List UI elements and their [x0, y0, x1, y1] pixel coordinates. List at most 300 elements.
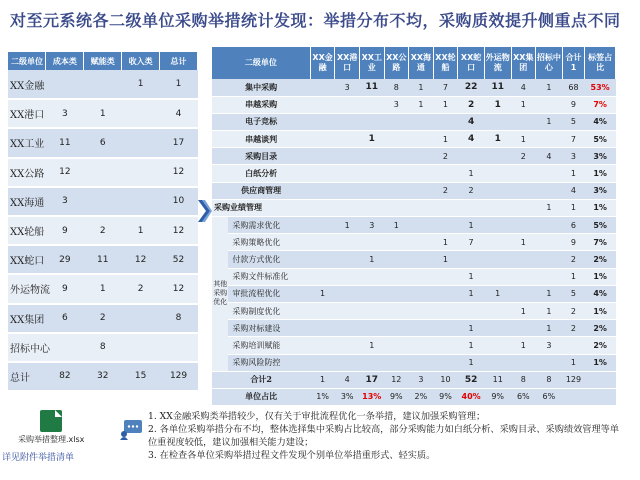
attachment-caption: 详见附件举措清单 — [2, 453, 75, 463]
value-cell: 8 — [160, 304, 198, 333]
value-cell — [359, 148, 384, 165]
value-cell — [484, 302, 511, 319]
value-cell — [310, 131, 335, 148]
value-cell: 53% — [585, 79, 616, 96]
value-cell: 7 — [458, 234, 485, 251]
value-cell — [511, 251, 536, 268]
value-cell — [409, 165, 434, 182]
value-cell — [359, 96, 384, 113]
value-cell — [359, 354, 384, 371]
value-cell — [433, 217, 458, 234]
value-cell: 52 — [458, 371, 485, 388]
table-row — [8, 304, 198, 333]
measure-name-cell: 付款方式优化 — [228, 251, 310, 268]
value-cell — [433, 302, 458, 319]
value-cell — [384, 251, 409, 268]
value-cell: 1 — [458, 354, 485, 371]
value-cell — [409, 337, 434, 354]
column-header: 标签占比 — [585, 47, 616, 79]
table-row — [212, 148, 616, 165]
value-cell — [409, 268, 434, 285]
value-cell — [310, 320, 335, 337]
value-cell: 1% — [585, 268, 616, 285]
value-cell — [310, 302, 335, 319]
table-row — [212, 234, 616, 251]
value-cell: 1 — [536, 320, 563, 337]
unit-name-cell: 外运物流 — [8, 274, 46, 303]
value-cell: 129 — [160, 362, 198, 391]
value-cell: 9% — [384, 388, 409, 405]
value-cell: 1 — [458, 337, 485, 354]
attachment-file-name[interactable]: 采购举措整理.xlsx — [18, 435, 85, 444]
value-cell — [511, 182, 536, 199]
value-cell — [409, 251, 434, 268]
value-cell: 2% — [585, 337, 616, 354]
value-cell — [335, 285, 360, 302]
value-cell: 1 — [562, 165, 585, 182]
table-header-row — [212, 47, 616, 79]
unit-name-cell: XX工业 — [8, 128, 46, 157]
value-cell — [409, 199, 434, 216]
column-header: XX海通 — [409, 47, 434, 79]
value-cell — [409, 354, 434, 371]
measure-name-cell: 采购文件标准化 — [228, 268, 310, 285]
value-cell: 32 — [84, 362, 122, 391]
value-cell — [384, 285, 409, 302]
value-cell: 2 — [458, 182, 485, 199]
value-cell — [433, 165, 458, 182]
value-cell — [335, 337, 360, 354]
value-cell — [562, 388, 585, 405]
value-cell: 1 — [536, 113, 563, 130]
value-cell: 4 — [536, 148, 563, 165]
table-row — [212, 268, 616, 285]
value-cell — [384, 234, 409, 251]
column-header: XX轮船 — [433, 47, 458, 79]
value-cell — [84, 158, 122, 187]
value-cell — [384, 268, 409, 285]
measure-detail-table — [212, 47, 616, 406]
value-cell: 3 — [359, 217, 384, 234]
value-cell — [384, 182, 409, 199]
value-cell: 3 — [409, 371, 434, 388]
value-cell — [536, 234, 563, 251]
value-cell: 4 — [335, 371, 360, 388]
table-row — [212, 113, 616, 130]
value-cell: 3 — [335, 79, 360, 96]
value-cell: 1 — [433, 234, 458, 251]
unit-name-cell: XX蛇口 — [8, 245, 46, 274]
findings-notes — [148, 410, 628, 462]
value-cell — [511, 268, 536, 285]
measure-name-cell: 采购目录 — [212, 148, 310, 165]
value-cell — [409, 320, 434, 337]
value-cell: 5 — [562, 285, 585, 302]
table-row — [8, 274, 198, 303]
ratio-row — [212, 388, 616, 405]
value-cell — [384, 113, 409, 130]
value-cell: 8 — [511, 371, 536, 388]
value-cell — [536, 217, 563, 234]
value-cell — [335, 165, 360, 182]
value-cell — [310, 268, 335, 285]
note-item: 2. 各单位采购举措分布不均，整体选择集中采购占比较高，部分采购能力如白纸分析、采购目录、采购绩效管理等单位重视度较低，建议加强相关能力建设； — [148, 424, 620, 448]
excel-file-icon[interactable] — [40, 410, 62, 432]
value-cell — [511, 217, 536, 234]
value-cell: 4% — [585, 113, 616, 130]
value-cell — [484, 337, 511, 354]
value-cell — [536, 182, 563, 199]
arrow-right-icon — [198, 200, 212, 222]
value-cell — [122, 158, 160, 187]
value-cell: 40% — [458, 388, 485, 405]
value-cell — [384, 302, 409, 319]
value-cell: 1 — [562, 199, 585, 216]
page-title: 对至元系统各二级单位采购举措统计发现：举措分布不均，采购质效提升侧重点不同 — [10, 11, 621, 30]
value-cell — [384, 131, 409, 148]
value-cell — [84, 70, 122, 99]
column-header: XX公路 — [384, 47, 409, 79]
value-cell: 6% — [511, 388, 536, 405]
value-cell: 1 — [458, 320, 485, 337]
value-cell: 1 — [562, 354, 585, 371]
value-cell: 12 — [122, 245, 160, 274]
column-header: 成本类 — [46, 52, 84, 70]
value-cell: 2 — [84, 216, 122, 245]
value-cell — [511, 113, 536, 130]
value-cell — [359, 285, 384, 302]
value-cell: 1% — [310, 388, 335, 405]
value-cell: 1 — [122, 70, 160, 99]
value-cell: 1 — [511, 302, 536, 319]
table-row — [212, 199, 616, 216]
row-label-cell: 单位占比 — [212, 388, 310, 405]
value-cell: 12 — [160, 274, 198, 303]
unit-category-table — [8, 52, 198, 392]
value-cell: 2% — [585, 320, 616, 337]
value-cell: 1 — [511, 337, 536, 354]
value-cell — [536, 96, 563, 113]
measure-name-cell: 集中采购 — [212, 79, 310, 96]
value-cell: 1 — [511, 96, 536, 113]
value-cell: 1 — [458, 165, 485, 182]
value-cell: 5% — [585, 131, 616, 148]
column-header: XX蛇口 — [458, 47, 485, 79]
value-cell — [384, 165, 409, 182]
value-cell — [409, 217, 434, 234]
value-cell: 8 — [536, 371, 563, 388]
value-cell: 7 — [562, 131, 585, 148]
value-cell: 6 — [562, 217, 585, 234]
value-cell — [359, 234, 384, 251]
value-cell — [359, 165, 384, 182]
value-cell — [511, 320, 536, 337]
value-cell: 2 — [433, 182, 458, 199]
value-cell — [160, 333, 198, 362]
value-cell: 9% — [433, 388, 458, 405]
value-cell — [335, 182, 360, 199]
measure-name-cell: 采购制度优化 — [228, 302, 310, 319]
value-cell — [310, 113, 335, 130]
value-cell: 129 — [562, 371, 585, 388]
column-header: XX金融 — [310, 47, 335, 79]
value-cell: 7 — [433, 79, 458, 96]
measure-name-cell: 采购策略优化 — [228, 234, 310, 251]
table-row — [8, 70, 198, 99]
value-cell: 1 — [433, 131, 458, 148]
value-cell — [585, 371, 616, 388]
value-cell — [310, 165, 335, 182]
value-cell — [310, 234, 335, 251]
value-cell: 17 — [160, 128, 198, 157]
value-cell: 1 — [511, 131, 536, 148]
value-cell — [384, 320, 409, 337]
value-cell — [384, 354, 409, 371]
value-cell: 1 — [536, 302, 563, 319]
measure-name-cell: 采购培训赋能 — [228, 337, 310, 354]
value-cell: 3 — [384, 96, 409, 113]
value-cell: 1 — [511, 234, 536, 251]
column-header: 招标中心 — [536, 47, 563, 79]
value-cell: 29 — [46, 245, 84, 274]
measure-name-cell: 电子竞标 — [212, 113, 310, 130]
value-cell — [484, 113, 511, 130]
value-cell: 1 — [433, 251, 458, 268]
value-cell: 8 — [384, 79, 409, 96]
value-cell: 6% — [536, 388, 563, 405]
value-cell: 10 — [160, 187, 198, 216]
value-cell — [458, 148, 485, 165]
value-cell: 6 — [46, 304, 84, 333]
value-cell — [458, 302, 485, 319]
value-cell — [585, 388, 616, 405]
measure-name-cell: 串越谈判 — [212, 131, 310, 148]
value-cell: 4 — [562, 182, 585, 199]
value-cell: 1 — [484, 96, 511, 113]
value-cell — [409, 131, 434, 148]
value-cell — [359, 320, 384, 337]
value-cell: 1 — [122, 216, 160, 245]
value-cell — [536, 165, 563, 182]
table-row — [212, 217, 616, 234]
measure-name-cell: 白纸分析 — [212, 165, 310, 182]
value-cell: 82 — [46, 362, 84, 391]
value-cell: 4 — [511, 79, 536, 96]
value-cell — [335, 302, 360, 319]
table-row — [212, 354, 616, 371]
unit-name-cell: XX金融 — [8, 70, 46, 99]
column-header: 总计 — [160, 52, 198, 70]
value-cell: 1 — [84, 99, 122, 128]
group-label-cell: 其他采购优化 — [212, 217, 228, 372]
value-cell — [433, 354, 458, 371]
value-cell: 3 — [562, 148, 585, 165]
value-cell — [46, 333, 84, 362]
table-row — [212, 182, 616, 199]
value-cell — [458, 199, 485, 216]
column-header: XX工业 — [359, 47, 384, 79]
column-header: 二级单位 — [212, 47, 310, 79]
column-header: XX港口 — [335, 47, 360, 79]
value-cell: 8 — [84, 333, 122, 362]
value-cell: 2% — [409, 388, 434, 405]
value-cell — [84, 187, 122, 216]
value-cell: 1 — [536, 79, 563, 96]
unit-name-cell: 招标中心 — [8, 333, 46, 362]
value-cell: 1 — [484, 131, 511, 148]
table-row — [212, 337, 616, 354]
value-cell — [335, 234, 360, 251]
value-cell: 13% — [359, 388, 384, 405]
value-cell — [335, 148, 360, 165]
value-cell — [310, 79, 335, 96]
value-cell: 1% — [585, 302, 616, 319]
unit-name-cell: XX港口 — [8, 99, 46, 128]
value-cell: 2 — [122, 274, 160, 303]
value-cell: 1 — [484, 285, 511, 302]
value-cell — [409, 148, 434, 165]
value-cell — [433, 320, 458, 337]
measure-name-cell: 供应商管理 — [212, 182, 310, 199]
table-row — [212, 131, 616, 148]
value-cell: 1% — [585, 165, 616, 182]
column-header: 二级单位 — [8, 52, 46, 70]
value-cell — [433, 337, 458, 354]
value-cell: 11 — [484, 371, 511, 388]
value-cell — [335, 96, 360, 113]
value-cell — [536, 251, 563, 268]
value-cell — [122, 187, 160, 216]
value-cell — [433, 285, 458, 302]
value-cell: 2 — [511, 148, 536, 165]
value-cell: 2 — [84, 304, 122, 333]
value-cell: 6 — [84, 128, 122, 157]
value-cell: 1 — [359, 251, 384, 268]
value-cell — [484, 217, 511, 234]
chat-icon — [120, 420, 142, 440]
value-cell — [122, 128, 160, 157]
value-cell: 1 — [536, 285, 563, 302]
value-cell — [384, 199, 409, 216]
measure-name-cell: 采购风险防控 — [228, 354, 310, 371]
value-cell — [384, 337, 409, 354]
value-cell — [409, 113, 434, 130]
column-header: 合计1 — [562, 47, 585, 79]
value-cell — [484, 268, 511, 285]
value-cell: 4% — [585, 285, 616, 302]
value-cell — [484, 354, 511, 371]
column-header: 收入类 — [122, 52, 160, 70]
measure-name-cell: 采购业绩管理 — [212, 199, 310, 216]
value-cell: 1 — [458, 268, 485, 285]
value-cell: 12 — [46, 158, 84, 187]
value-cell: 9% — [484, 388, 511, 405]
table-row — [212, 320, 616, 337]
value-cell — [359, 302, 384, 319]
value-cell: 1 — [409, 96, 434, 113]
value-cell — [484, 148, 511, 165]
value-cell — [511, 199, 536, 216]
value-cell — [310, 337, 335, 354]
table-row — [8, 128, 198, 157]
value-cell — [46, 70, 84, 99]
value-cell: 3 — [46, 187, 84, 216]
value-cell — [122, 304, 160, 333]
column-header: 外运物流 — [484, 47, 511, 79]
value-cell: 9 — [562, 96, 585, 113]
value-cell: 2 — [433, 148, 458, 165]
value-cell — [484, 234, 511, 251]
value-cell: 3% — [585, 148, 616, 165]
value-cell: 2 — [562, 251, 585, 268]
value-cell — [310, 182, 335, 199]
value-cell: 1 — [384, 217, 409, 234]
table-row — [212, 165, 616, 182]
value-cell: 68 — [562, 79, 585, 96]
value-cell — [335, 268, 360, 285]
note-item: 1. XX金融采购类举措较少，仅有关于审批流程优化一条举措，建议加强采购管理； — [148, 411, 486, 422]
value-cell — [536, 354, 563, 371]
value-cell — [335, 113, 360, 130]
value-cell: 4 — [458, 113, 485, 130]
table-row — [212, 79, 616, 96]
value-cell: 4 — [458, 131, 485, 148]
value-cell — [122, 99, 160, 128]
value-cell: 1 — [310, 371, 335, 388]
value-cell — [359, 199, 384, 216]
value-cell: 2% — [585, 251, 616, 268]
value-cell: 1 — [359, 337, 384, 354]
value-cell — [384, 148, 409, 165]
table-row — [8, 158, 198, 187]
value-cell — [458, 251, 485, 268]
value-cell: 2 — [458, 96, 485, 113]
value-cell: 1% — [585, 199, 616, 216]
value-cell: 5% — [585, 217, 616, 234]
value-cell — [122, 333, 160, 362]
value-cell — [409, 234, 434, 251]
unit-name-cell: XX公路 — [8, 158, 46, 187]
value-cell — [409, 182, 434, 199]
value-cell: 11 — [84, 245, 122, 274]
value-cell — [335, 131, 360, 148]
table-row — [8, 362, 198, 391]
column-header: 赋能类 — [84, 52, 122, 70]
value-cell: 5 — [562, 113, 585, 130]
total-row — [212, 371, 616, 388]
value-cell: 1 — [409, 79, 434, 96]
value-cell — [335, 354, 360, 371]
unit-name-cell: XX轮船 — [8, 216, 46, 245]
table-row — [212, 302, 616, 319]
unit-name-cell: XX海通 — [8, 187, 46, 216]
unit-name-cell: 总计 — [8, 362, 46, 391]
value-cell — [484, 199, 511, 216]
value-cell: 1 — [359, 131, 384, 148]
value-cell: 1 — [160, 70, 198, 99]
table-row — [8, 216, 198, 245]
value-cell: 12 — [160, 216, 198, 245]
value-cell: 11 — [484, 79, 511, 96]
value-cell: 9 — [46, 216, 84, 245]
value-cell — [310, 148, 335, 165]
value-cell — [359, 268, 384, 285]
value-cell — [433, 268, 458, 285]
value-cell: 15 — [122, 362, 160, 391]
value-cell — [335, 320, 360, 337]
value-cell — [310, 251, 335, 268]
value-cell — [433, 113, 458, 130]
